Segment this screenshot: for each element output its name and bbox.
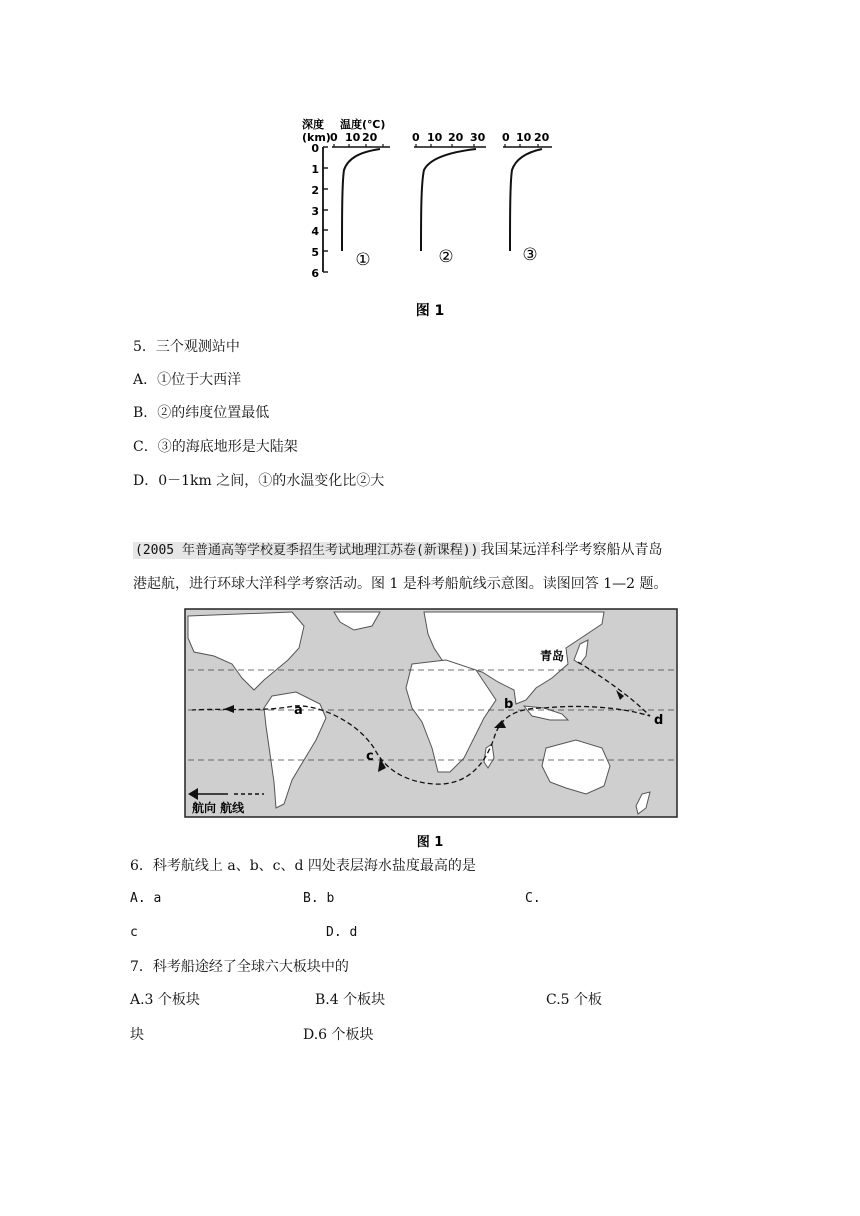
map-caption: 图 1 [416, 835, 444, 850]
station2-profile [421, 149, 476, 251]
q7-option-a: A.3 个板块 [130, 992, 200, 1008]
q6-stem: 6．科考航线上 a、b、c、d 四处表层海水盐度最高的是 [130, 858, 476, 874]
q7-option-d: D.6 个板块 [303, 1027, 374, 1043]
qingdao-label: 青岛 [540, 649, 565, 663]
passage-line2: 港起航，进行环球大洋科学考察活动。图 1 是科考船航线示意图。读图回答 1—2 题。 [133, 576, 668, 592]
depth-tick: 2 [311, 184, 319, 197]
q6-option-c-head: C. [525, 891, 541, 906]
station2-label: ② [438, 247, 454, 267]
station3-tick: 10 [516, 131, 532, 144]
figure1-caption: 图 1 [415, 303, 445, 319]
q5-option-a: A．①位于大西洋 [133, 372, 242, 388]
station3-tick: 20 [534, 131, 550, 144]
station1-tick: 10 [345, 131, 361, 144]
station3-label: ③ [522, 245, 538, 265]
q7-option-b: B.4 个板块 [315, 992, 386, 1008]
q5-option-b: B．②的纬度位置最低 [133, 405, 270, 421]
station2-tick: 30 [470, 131, 486, 144]
q6-option-b: B. b [303, 891, 335, 906]
q5-stem: 5．三个观测站中 [133, 339, 240, 355]
depth-tick: 1 [311, 163, 319, 176]
source-tag: (2005 年普通高等学校夏季招生考试地理江苏卷(新课程)) [135, 543, 479, 558]
route-point-b: b [504, 697, 514, 712]
route-point-a: a [294, 703, 303, 718]
station2-tick: 0 [412, 131, 420, 144]
station2-tick: 20 [448, 131, 464, 144]
q5-option-c: C．③的海底地形是大陆架 [133, 439, 298, 455]
station1-tick: 20 [362, 131, 378, 144]
depth-tick: 6 [311, 267, 319, 280]
q7-option-c-head: C.5 个板 [546, 992, 603, 1008]
station3-profile [510, 149, 542, 251]
depth-tick: 3 [311, 205, 319, 218]
station1-profile [342, 149, 380, 251]
q6-option-d: D. d [326, 925, 358, 940]
station1-tick: 0 [330, 131, 338, 144]
q7-stem: 7．科考船途经了全球六大板块中的 [130, 959, 349, 975]
station3-tick: 0 [502, 131, 510, 144]
q5-option-d: D．0－1km 之间，①的水温变化比②大 [133, 473, 385, 489]
passage-line1 [133, 540, 662, 561]
temperature-depth-figure [290, 108, 580, 328]
depth-tick: 5 [311, 246, 319, 259]
station2-tick: 10 [427, 131, 443, 144]
route-point-c: c [366, 749, 374, 764]
depth-unit: (km) [302, 131, 331, 144]
map-legend: 航向 航线 [192, 801, 245, 815]
world-route-map [184, 608, 678, 854]
depth-tick: 0 [311, 142, 319, 155]
station1-label: ① [355, 250, 371, 270]
temp-label: 温度(℃) [340, 118, 386, 131]
q6-option-c-tail: c [130, 925, 138, 940]
depth-label: 深度 [302, 118, 324, 131]
q7-option-c-tail: 块 [130, 1027, 144, 1043]
route-point-d: d [654, 713, 664, 728]
q6-option-a: A. a [130, 891, 162, 906]
depth-tick: 4 [311, 225, 319, 238]
passage-line1-text: 我国某远洋科学考察船从青岛 [480, 542, 663, 558]
